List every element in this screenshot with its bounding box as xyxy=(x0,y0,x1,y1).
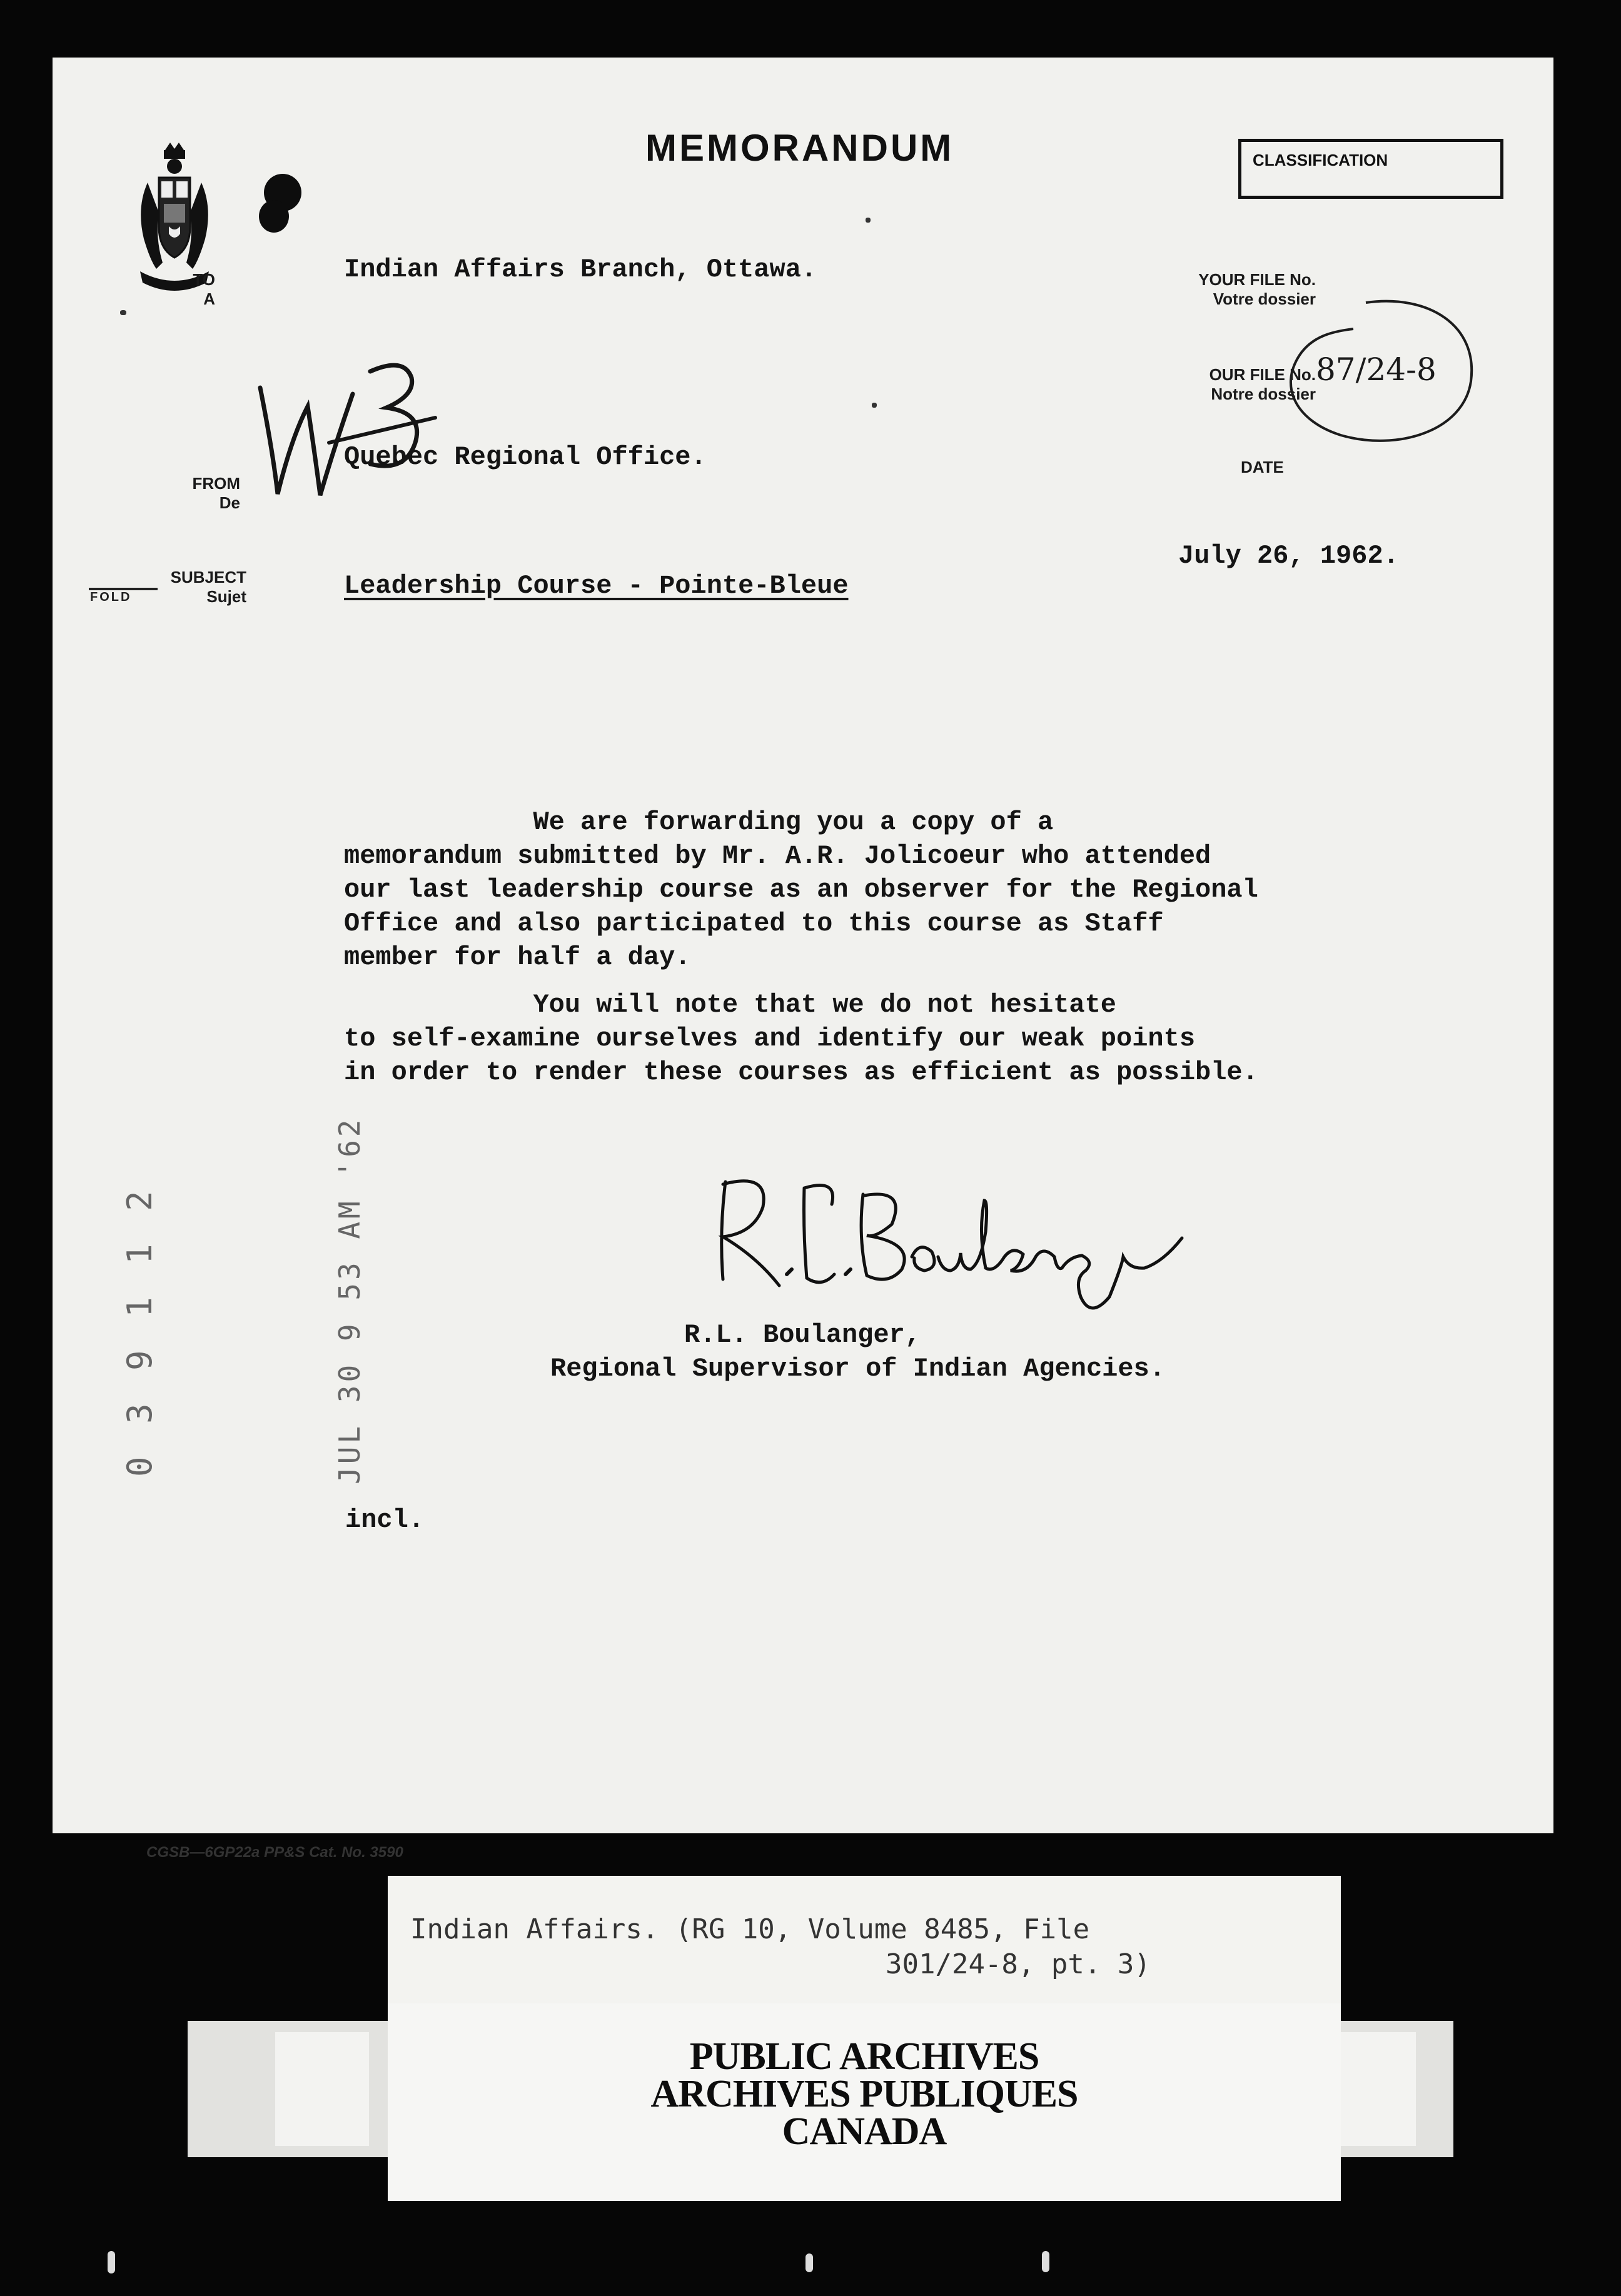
speck xyxy=(866,218,871,223)
classification-label: CLASSIFICATION xyxy=(1253,151,1388,169)
form-code: CGSB—6GP22a PP&S Cat. No. 3590 xyxy=(146,1844,403,1861)
to-label-en: TO xyxy=(193,270,215,289)
date-label: DATE xyxy=(1241,458,1284,476)
film-mark xyxy=(1042,2251,1049,2272)
body-paragraph-2 xyxy=(344,988,1258,1089)
our-file-label-en: OUR FILE No. xyxy=(1209,365,1316,384)
speck xyxy=(872,403,877,408)
from-label xyxy=(171,474,240,513)
from-label-fr: De xyxy=(219,493,240,512)
received-stamp: JUL 30 9 53 AM '62 xyxy=(333,1116,366,1484)
our-file-value: 87/24-8 xyxy=(1316,351,1437,388)
fold-label: FOLD xyxy=(90,590,132,604)
archive-reference-line-1: Indian Affairs. (RG 10, Volume 8485, File xyxy=(410,1913,1090,1945)
film-mark xyxy=(108,2251,115,2273)
from-value: Quebec Regional Office. xyxy=(344,442,707,472)
archive-reference-line-2: 301/24-8, pt. 3) xyxy=(886,1948,1151,1980)
subject-label-fr: Sujet xyxy=(206,587,246,606)
signature-icon xyxy=(682,1163,1220,1332)
archive-stamp-line-3: CANADA xyxy=(782,2110,947,2153)
your-file-label-fr: Votre dossier xyxy=(1213,290,1316,308)
ink-blot-icon xyxy=(253,171,309,240)
archive-stamp-line-1: PUBLIC ARCHIVES xyxy=(689,2035,1039,2078)
date-value: July 26, 1962. xyxy=(1178,541,1399,571)
body-line: memorandum submitted by Mr. A.R. Jolicoeur who attended xyxy=(344,841,1211,871)
to-label-fr: A xyxy=(203,290,215,308)
archive-reference-card xyxy=(388,1876,1341,2003)
body-paragraph-1 xyxy=(344,805,1258,974)
film-mark xyxy=(805,2253,813,2272)
memo-sheet xyxy=(53,58,1553,1861)
speck xyxy=(120,310,126,315)
signer-name: R.L. Boulanger, xyxy=(684,1320,921,1350)
body-line: to self-examine ourselves and identify our weak points xyxy=(344,1024,1196,1054)
signer-title: Regional Supervisor of Indian Agencies. xyxy=(550,1354,1165,1384)
archive-stamp-line-2: ARCHIVES PUBLIQUES xyxy=(650,2073,1078,2115)
subject-value: Leadership Course - Pointe-Bleue xyxy=(344,571,849,601)
classification-box xyxy=(1238,139,1503,199)
your-file-label-en: YOUR FILE No. xyxy=(1198,270,1316,289)
body-line: member for half a day. xyxy=(344,942,691,972)
body-line: You will note that we do not hesitate xyxy=(344,990,1117,1020)
subject-label xyxy=(153,568,246,607)
memo-title: MEMORANDUM xyxy=(645,127,954,169)
body-line: our last leadership course as an observer for the Regional xyxy=(344,875,1258,905)
body-line: We are forwarding you a copy of a xyxy=(344,807,1054,837)
body-line: Office and also participated to this course as Staff xyxy=(344,909,1164,939)
from-label-en: FROM xyxy=(192,474,240,493)
to-value: Indian Affairs Branch, Ottawa. xyxy=(344,254,817,284)
to-label xyxy=(171,270,215,309)
band-tab-left xyxy=(275,2032,369,2146)
our-file-label-fr: Notre dossier xyxy=(1211,385,1316,403)
memo-body xyxy=(344,805,1258,1089)
registry-number: 0 3 9 1 1 2 xyxy=(120,1184,159,1477)
handwritten-mark-icon xyxy=(248,350,448,513)
subject-label-en: SUBJECT xyxy=(170,568,246,587)
body-line: in order to render these courses as efficient as possible. xyxy=(344,1057,1258,1087)
enclosure-note: incl. xyxy=(345,1505,425,1535)
